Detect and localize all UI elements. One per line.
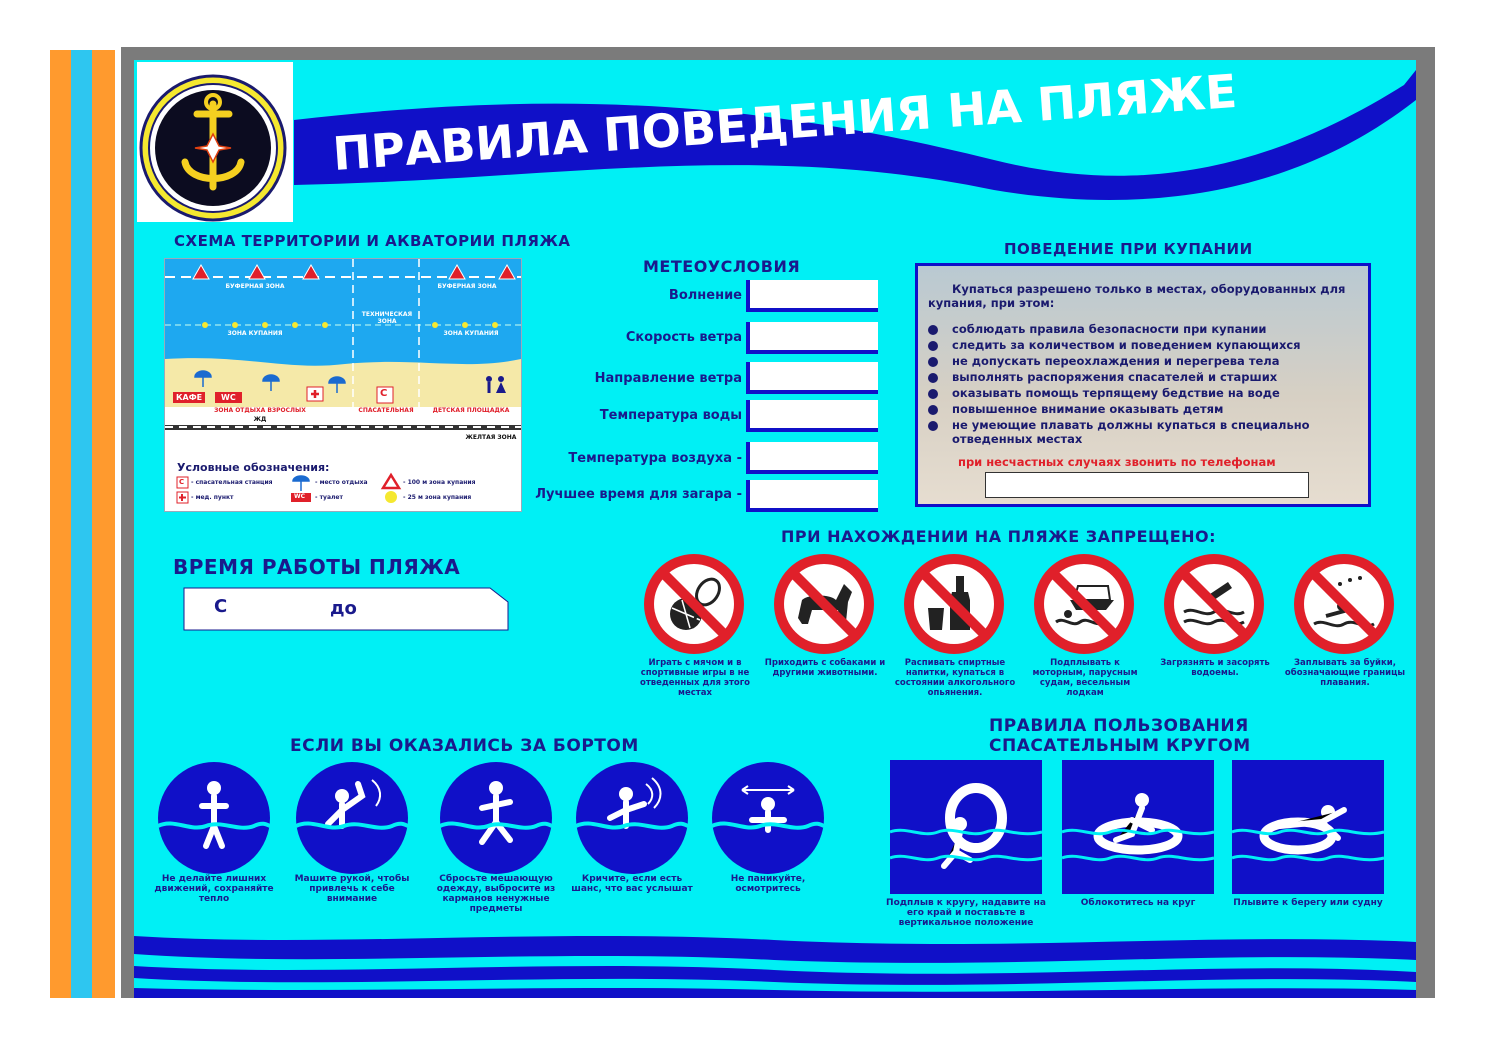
pollution-icon — [1154, 550, 1280, 654]
rescue-label: СПАСАТЕЛЬНАЯ — [358, 407, 414, 414]
lifebuoy-title-line2: СПАСАТЕЛЬНЫМ КРУГОМ — [989, 736, 1251, 756]
orange-stripe-right — [92, 50, 115, 998]
shouting-person-icon — [570, 762, 700, 874]
bathing-item: не умеющие плавать должны купаться в специально отведенных местах — [928, 418, 1364, 446]
hours-title: ВРЕМЯ РАБОТЫ ПЛЯЖА — [173, 555, 461, 579]
meteo-label-best-tan: Лучшее время для загара - — [535, 487, 742, 502]
ship-icon — [1024, 550, 1150, 654]
legend-rescue-station: - спасательная станция — [191, 479, 273, 486]
overboard-caption: Не паникуйте, осмотритесь — [730, 874, 806, 894]
legend-c-letter: С — [179, 478, 185, 486]
overboard-caption: Не делайте лишних движений, сохраняйте тепло — [154, 874, 274, 904]
grab-ring-icon — [890, 760, 1046, 896]
prohibited-caption: Приходить с собаками и другими животными. — [764, 658, 886, 678]
looking-around-icon — [706, 762, 836, 874]
swim-ring-icon — [1232, 760, 1388, 896]
lifebuoy-item — [886, 760, 1046, 936]
bathing-intro: Купаться разрешено только в местах, оборудованных для купания, при этом: — [928, 282, 1346, 310]
hours-from: С — [214, 596, 228, 617]
lifebuoy-item — [1062, 760, 1218, 936]
emblem-panel — [137, 62, 293, 222]
dog-icon — [764, 550, 890, 654]
prohibited-item — [1284, 550, 1410, 710]
lifebuoy-row — [886, 760, 1390, 936]
bathing-zone-label-2: ЗОНА КУПАНИЯ — [443, 330, 499, 337]
lifebuoy-item — [1232, 760, 1388, 936]
meteo-label-air-temp: Температура воздуха - — [568, 451, 742, 466]
lean-ring-icon — [1062, 760, 1218, 896]
bathing-panel — [915, 263, 1371, 507]
bathing-title: ПОВЕДЕНИЕ ПРИ КУПАНИИ — [1004, 240, 1253, 258]
overboard-row — [152, 762, 842, 932]
standing-person-icon — [152, 762, 282, 874]
anchor-emblem-icon — [137, 62, 293, 222]
lifebuoy-title-line1: ПРАВИЛА ПОЛЬЗОВАНИЯ — [989, 716, 1249, 736]
wc-sign: WC — [215, 392, 242, 403]
meteo-value-water-temp[interactable] — [746, 400, 878, 432]
prohibited-title: ПРИ НАХОЖДЕНИИ НА ПЛЯЖЕ ЗАПРЕЩЕНО: — [781, 527, 1217, 546]
prohibited-caption: Распивать спиртные напитки, купаться в состоянии алкогольного опьянения. — [894, 658, 1016, 698]
bathing-item: не допускать переохлаждения и перегрева тела — [928, 354, 1364, 368]
prohibited-caption: Играть с мячом и в спортивные игры в не отведенных для этого местах — [639, 658, 750, 698]
lifebuoy-title — [989, 716, 1251, 756]
meteo-value-wind-direction[interactable] — [746, 362, 878, 394]
waving-person-icon — [290, 762, 420, 874]
overboard-item — [434, 762, 564, 932]
meteo-value-waves[interactable] — [746, 280, 878, 312]
prohibited-item — [764, 550, 890, 710]
railway-label: ЖД — [253, 416, 267, 423]
legend-wc-letter: WC — [294, 493, 306, 500]
bottle-icon — [894, 550, 1020, 654]
emergency-text: при несчастных случаях звонить по телефонам — [958, 455, 1276, 469]
meteo-label-wind-speed: Скорость ветра — [625, 330, 742, 345]
overboard-item — [706, 762, 836, 932]
page-title: ПРАВИЛА ПОВЕДЕНИЯ НА ПЛЯЖЕ — [331, 63, 1239, 181]
overboard-title: ЕСЛИ ВЫ ОКАЗАЛИСЬ ЗА БОРТОМ — [290, 736, 639, 756]
lifebuoy-caption: Облокотитесь на круг — [1080, 898, 1196, 908]
buffer-zone-label-2: БУФЕРНАЯ ЗОНА — [437, 283, 497, 290]
legend-toilet: - туалет — [315, 494, 343, 501]
cafe-sign: КАФЕ — [173, 392, 205, 403]
rescue-c-sign: С — [380, 388, 388, 399]
bathing-item: выполнять распоряжения спасателей и старших — [928, 370, 1364, 384]
meteo-value-best-tan[interactable] — [746, 480, 878, 512]
overboard-item — [152, 762, 282, 932]
overboard-caption: Кричите, если есть шанс, что вас услышат — [571, 874, 693, 894]
bathing-zone-label: ЗОНА КУПАНИЯ — [227, 330, 283, 337]
bathing-item: оказывать помощь терпящему бедствие на воде — [928, 386, 1364, 400]
title-banner — [134, 60, 1416, 240]
undress-person-icon — [434, 762, 564, 874]
buoy-swim-icon — [1284, 550, 1410, 654]
bathing-item: следить за количеством и поведением купающихся — [928, 338, 1364, 352]
beach-scheme-map — [164, 258, 522, 512]
meteo-title: МЕТЕОУСЛОВИЯ — [643, 257, 801, 276]
legend-rest-place: - место отдыха — [315, 479, 368, 486]
prohibited-item — [894, 550, 1020, 710]
yellow-zone-label: ЖЕЛТАЯ ЗОНА — [465, 434, 517, 441]
sky-stripe — [71, 50, 92, 998]
prohibited-item — [634, 550, 760, 710]
prohibited-caption: Подплывать к моторным, парусным судам, весельным лодкам — [1032, 658, 1138, 698]
prohibited-caption: Заплывать за буйки, обозначающие границы плавания. — [1284, 658, 1406, 688]
overboard-item — [570, 762, 700, 932]
bathing-list — [928, 322, 1364, 446]
lifebuoy-caption: Подплыв к кругу, надавите на его край и поставьте в вертикальное положение — [886, 898, 1046, 928]
prohibited-caption: Загрязнять и засорять водоемы. — [1160, 658, 1270, 678]
legend-zone-100: - 100 м зона купания — [403, 479, 476, 486]
scheme-title: СХЕМА ТЕРРИТОРИИ И АКВАТОРИИ ПЛЯЖА — [174, 232, 571, 250]
prohibited-row — [634, 550, 1414, 710]
bottom-waves — [134, 930, 1416, 998]
meteo-label-wind-direction: Направление ветра — [594, 371, 742, 386]
legend-zone-25: - 25 м зона купания — [403, 494, 472, 501]
legend-med-point: - мед. пункт — [191, 494, 234, 501]
meteo-value-wind-speed[interactable] — [746, 322, 878, 354]
emergency-phone-field[interactable] — [985, 472, 1309, 498]
bathing-item: соблюдать правила безопасности при купании — [928, 322, 1364, 336]
overboard-item — [290, 762, 420, 932]
lifebuoy-caption: Плывите к берегу или судну — [1233, 898, 1383, 908]
meteo-label-water-temp: Температура воды — [599, 408, 742, 423]
meteo-label-waves: Волнение — [668, 288, 742, 303]
prohibited-item — [1024, 550, 1150, 710]
meteo-table — [514, 280, 874, 520]
poster-board — [134, 60, 1416, 998]
orange-stripe-left — [50, 50, 71, 998]
adult-rest-label: ЗОНА ОТДЫХА ВЗРОСЛЫХ — [214, 407, 306, 414]
tech-zone-label: ТЕХНИЧЕСКАЯ ЗОНА — [361, 311, 413, 325]
bathing-item: повышенное внимание оказывать детям — [928, 402, 1364, 416]
buffer-zone-label: БУФЕРНАЯ ЗОНА — [225, 283, 285, 290]
meteo-value-air-temp[interactable] — [746, 442, 878, 474]
kids-label: ДЕТСКАЯ ПЛОЩАДКА — [432, 407, 510, 414]
legend-title: Условные обозначения: — [177, 461, 330, 474]
overboard-caption: Сбросьте мешающую одежду, выбросите из карманов ненужные предметы — [436, 874, 556, 914]
hours-to: до — [330, 598, 357, 619]
ball-racket-icon — [634, 550, 760, 654]
overboard-caption: Машите рукой, чтобы привлечь к себе внимание — [294, 874, 410, 904]
prohibited-item — [1154, 550, 1280, 710]
